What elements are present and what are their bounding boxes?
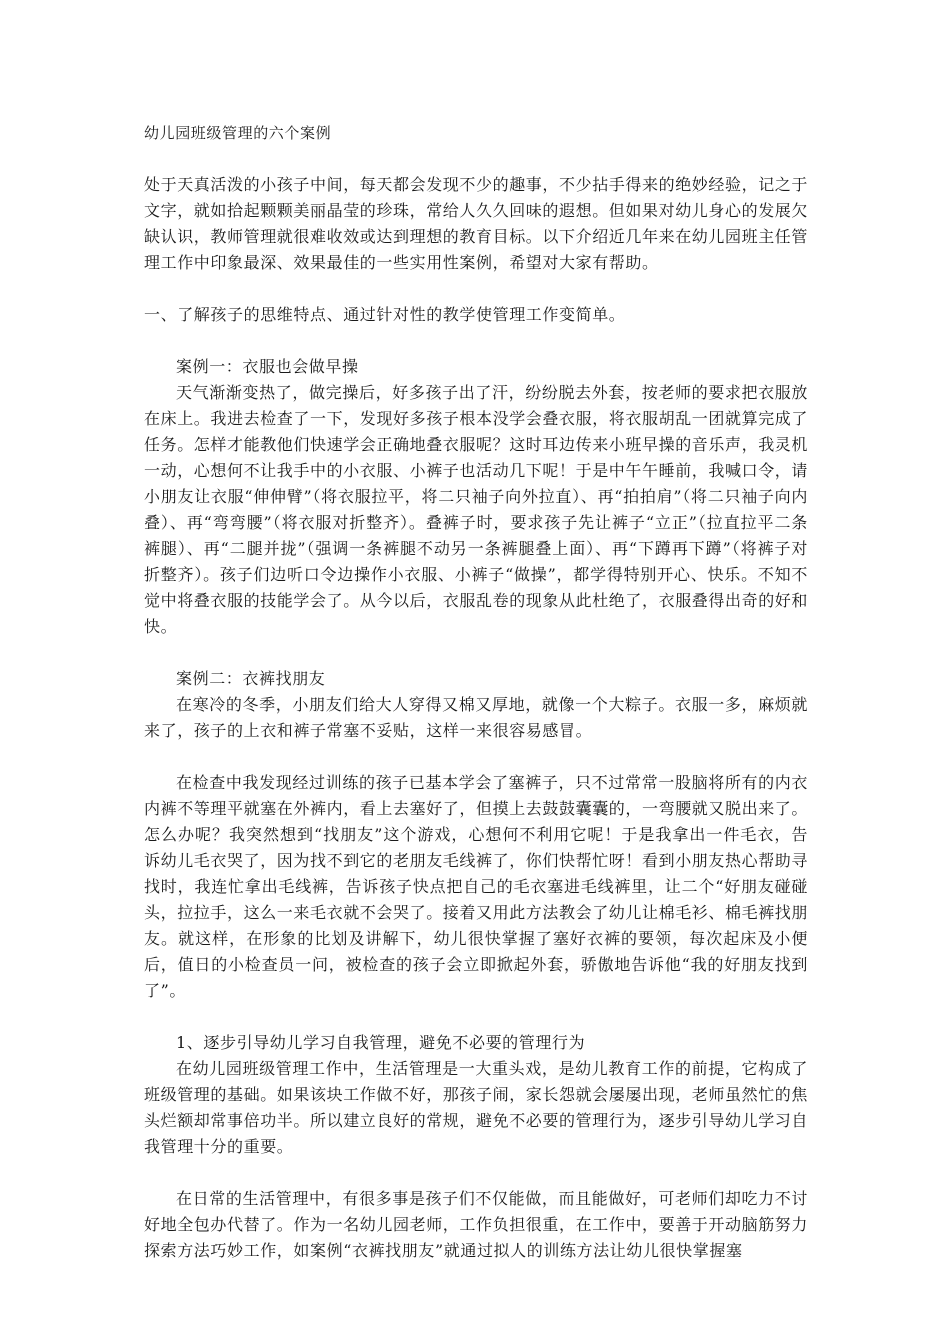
document-title: 幼儿园班级管理的六个案例 — [144, 124, 332, 142]
point1-body-1: 在幼儿园班级管理工作中，生活管理是一大重头戏，是幼儿教育工作的前提，它构成了班级管理的基础。如果该块工作做不好，那孩子闹，家长怨就会屡屡出现，老师虽然忙的焦头烂额却常事倍功半。所以建立良好的常规，避免不必要的管理行为，逐步引导幼儿学习自我管理十分的重要。 — [144, 1059, 809, 1156]
intro-paragraph: 处于天真活泼的小孩子中间，每天都会发现不少的趣事，不少拈手得来的绝妙经验，记之于文字，就如拾起颗颗美丽晶莹的珍珠，常给人久久回味的遐想。但如果对幼儿身心的发展欠缺认识，教师管理就很难收效或达到理想的教育目标。以下介绍近几年来在幼儿园班主任管理工作中印象最深、效果最佳的一些实用性案例，希望对大家有帮助。 — [144, 175, 809, 272]
point1-heading: 1、逐步引导幼儿学习自我管理，避免不必要的管理行为 — [176, 1033, 586, 1052]
case1-heading: 案例一：衣服也会做早操 — [176, 357, 359, 376]
point1-body-2: 在日常的生活管理中，有很多事是孩子们不仅能做，而且能做好，可老师们却吃力不讨好地全包办代替了。作为一名幼儿园老师，工作负担很重，在工作中，要善于开动脑筋努力探索方法巧妙工作，如案例“衣裤找朋友”就通过拟人的训练方法让幼儿很快掌握塞 — [144, 1189, 809, 1260]
section1-heading: 一、了解孩子的思维特点、通过针对性的教学使管理工作变简单。 — [144, 305, 626, 324]
case2-body-2: 在检查中我发现经过训练的孩子已基本学会了塞裤子，只不过常常一股脑将所有的内衣内裤不等理平就塞在外裤内，看上去塞好了，但摸上去鼓鼓囊囊的，一弯腰就又脱出来了。怎么办呢？我突然想到“找朋友”这个游戏，心想何不利用它呢！于是我拿出一件毛衣，告诉幼儿毛衣哭了，因为找不到它的老朋友毛线裤了，你们快帮忙呀！看到小朋友热心帮助寻找时，我连忙拿出毛线裤，告诉孩子快点把自己的毛衣塞进毛线裤里，让二个“好朋友碰碰头，拉拉手，这么一来毛衣就不会哭了。接着又用此方法教会了幼儿让棉毛衫、棉毛裤找朋友。就这样，在形象的比划及讲解下，幼儿很快掌握了塞好衣裤的要领，每次起床及小便后，值日的小检查员一问，被检查的孩子会立即掀起外套，骄傲地告诉他“我的好朋友找到了”。 — [144, 773, 809, 1000]
case2-heading: 案例二：衣裤找朋友 — [176, 669, 326, 688]
case1-body: 天气渐渐变热了，做完操后，好多孩子出了汗，纷纷脱去外套，按老师的要求把衣服放在床上。我进去检查了一下，发现好多孩子根本没学会叠衣服，将衣服胡乱一团就算完成了任务。怎样才能教他们快速学会正确地叠衣服呢？这时耳边传来小班早操的音乐声，我灵机一动，心想何不让我手中的小衣服、小裤子也活动几下呢！于是中午午睡前，我喊口令，请小朋友让衣服“伸伸臂”（将衣服拉平，将二只袖子向外拉直）、再“拍拍肩”（将二只袖子向内叠）、再“弯弯腰”（将衣服对折整齐）。叠裤子时，要求孩子先让裤子“立正”（拉直拉平二条裤腿）、再“二腿并拢”（强调一条裤腿不动另一条裤腿叠上面）、再“下蹲再下蹲”（将裤子对折整齐）。孩子们边听口令边操作小衣服、小裤子“做操”，都学得特别开心、快乐。不知不觉中将叠衣服的技能学会了。从今以后，衣服乱卷的现象从此杜绝了，衣服叠得出奇的好和快。 — [144, 383, 809, 636]
case2-body-1: 在寒冷的冬季，小朋友们给大人穿得又棉又厚地，就像一个大粽子。衣服一多，麻烦就来了，孩子的上衣和裤子常塞不妥贴，这样一来很容易感冒。 — [144, 695, 808, 740]
document-content — [144, 120, 808, 1264]
